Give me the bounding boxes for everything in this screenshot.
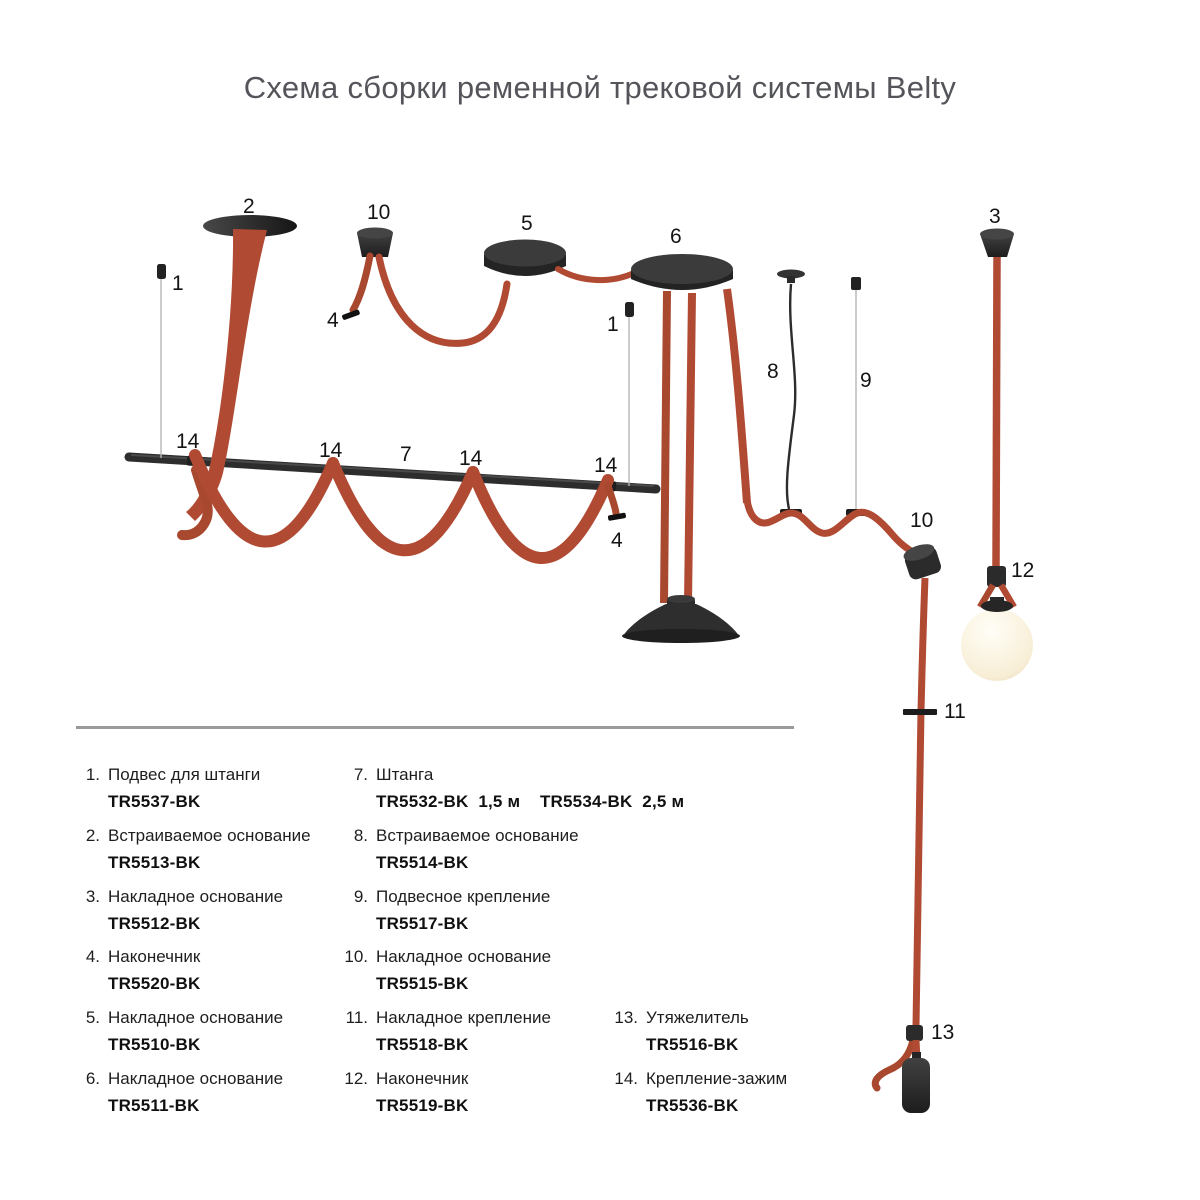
legend-item-4: [62, 947, 201, 994]
diagram-label-1-right: 1: [607, 313, 619, 336]
legend-item-10: [330, 947, 551, 994]
legend-item-5: [62, 1008, 283, 1055]
legend-name: Накладное крепление: [376, 1008, 551, 1027]
legend-code: TR5537-BK: [108, 792, 201, 811]
belt-cup-to-disc5: [379, 257, 507, 343]
legend-number: 11.: [345, 1008, 368, 1027]
legend-name: Накладное основание: [108, 1069, 284, 1088]
legend-item-13: [600, 1008, 749, 1055]
diagram-label-8: 8: [767, 360, 779, 383]
legend-number: 6.: [85, 1069, 100, 1088]
legend-number: 2.: [85, 826, 100, 845]
legend-item-11: [330, 1008, 551, 1055]
legend-code: TR5512-BK: [108, 914, 201, 933]
legend-number: 14.: [614, 1069, 638, 1088]
legend-item-6: [62, 1069, 283, 1116]
diagram-label-2: 2: [243, 195, 255, 218]
diagram-label-5: 5: [521, 212, 533, 235]
legend-code: TR5510-BK: [108, 1035, 201, 1054]
legend-name: Накладное основание: [108, 887, 284, 906]
rod-hanger-left: [157, 264, 166, 458]
diagram-label-12: 12: [1011, 559, 1035, 582]
diagram-label-10-right: 10: [910, 509, 934, 532]
diagram-label-14-c: 14: [459, 447, 483, 470]
surface-base-disc-6: [631, 254, 733, 290]
legend-number: 12.: [344, 1069, 368, 1088]
diagram-label-10-top: 10: [367, 201, 391, 224]
diagram-label-14-b: 14: [319, 439, 343, 462]
rod-hanger-right: [625, 302, 634, 486]
legend-number: 3.: [85, 887, 100, 906]
legend-name: Встраиваемое основание: [108, 826, 311, 845]
legend-item-1: [62, 765, 260, 812]
belt-wave: [747, 500, 914, 553]
legend-name: Накладное основание: [108, 1008, 284, 1027]
belts-disc6-down: [664, 289, 747, 603]
legend-item-9: [330, 887, 550, 934]
legend-number: 8.: [353, 826, 368, 845]
legend-number: 4.: [85, 947, 100, 966]
legend-name: Подвесное крепление: [376, 887, 551, 906]
legend-name: Подвес для штанги: [108, 765, 261, 784]
legend-code: TR5532-BK 1,5 м TR5534-BK 2,5 м: [376, 792, 685, 811]
legend-code: TR5515-BK: [376, 974, 469, 993]
legend-code: TR5518-BK: [376, 1035, 469, 1054]
legend-item-14: [600, 1069, 787, 1116]
legend-divider: [76, 726, 794, 729]
legend-name: Штанга: [376, 765, 434, 784]
legend-item-7: [330, 765, 684, 812]
legend-code: TR5517-BK: [376, 914, 469, 933]
legend-code: TR5516-BK: [646, 1035, 739, 1054]
belt-cup-to-tip: [342, 256, 370, 320]
cone-shade: [622, 595, 740, 643]
legend-number: 13.: [614, 1008, 638, 1027]
legend-name: Крепление-зажим: [646, 1069, 788, 1088]
legend-number: 1.: [85, 765, 100, 784]
diagram-label-3: 3: [989, 205, 1001, 228]
diagram-label-4-right: 4: [611, 529, 623, 552]
legend-code: TR5511-BK: [108, 1096, 200, 1115]
diagram-label-4-left: 4: [327, 309, 339, 332]
surface-base-cup-left: [357, 228, 393, 258]
legend-code: TR5519-BK: [376, 1096, 469, 1115]
page-title: Схема сборки ременной трековой системы Belty: [243, 70, 957, 105]
weight-assembly: [875, 1025, 930, 1113]
legend-number: 10.: [344, 947, 368, 966]
diagram-label-11: 11: [944, 700, 966, 723]
legend-name: Наконечник: [376, 1069, 469, 1088]
diagram-label-6: 6: [670, 225, 682, 248]
legend-code: TR5536-BK: [646, 1096, 739, 1115]
diagram-label-1-left: 1: [172, 272, 184, 295]
legend-name: Встраиваемое основание: [376, 826, 579, 845]
legend-number: 7.: [353, 765, 368, 784]
diagram-label-7: 7: [400, 443, 412, 466]
belt-vertical-right: [903, 578, 937, 1026]
legend-item-2: [62, 826, 311, 873]
belt-disc5-to-disc6: [558, 269, 634, 280]
diagram-label-14-d: 14: [594, 454, 618, 477]
legend-number: 5.: [85, 1008, 100, 1027]
legend-code: TR5514-BK: [376, 853, 469, 872]
legend-code: TR5513-BK: [108, 853, 201, 872]
belt-cup3-down: [996, 257, 997, 567]
legend-name: Наконечник: [108, 947, 201, 966]
diagram-label-13: 13: [931, 1021, 955, 1044]
surface-base-cup-3: [980, 229, 1014, 258]
legend-number: 9.: [353, 887, 368, 906]
surface-base-disc-5: [484, 240, 566, 277]
legend-item-12: [330, 1069, 469, 1116]
legend-item-3: [62, 887, 283, 934]
legend-name: Утяжелитель: [646, 1008, 749, 1027]
diagram-label-9: 9: [860, 369, 872, 392]
pendant-hanger-9: [846, 277, 866, 516]
recessed-base-8: [777, 270, 805, 517]
legend-name: Накладное основание: [376, 947, 552, 966]
legend-item-8: [330, 826, 579, 873]
diagram-label-14-a: 14: [176, 430, 200, 453]
globe-lamp: [961, 597, 1033, 681]
legend-code: TR5520-BK: [108, 974, 201, 993]
